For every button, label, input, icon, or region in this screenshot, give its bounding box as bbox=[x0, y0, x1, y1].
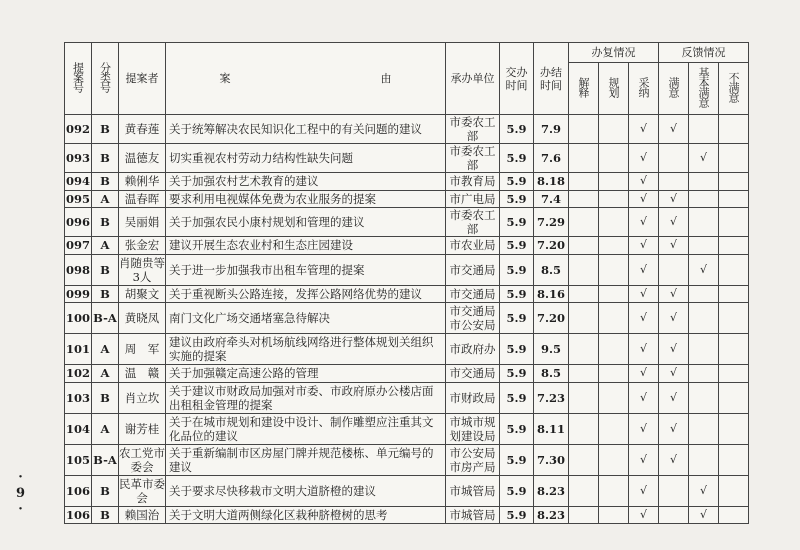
cell-handling-unit: 市城管局 bbox=[446, 475, 500, 506]
cell-reason: 关于重新编制市区房屋门牌并规范楼栋、单元编号的建议 bbox=[166, 444, 446, 475]
cell-proposal-no: 095 bbox=[65, 191, 90, 206]
cell-basic-satisfied bbox=[689, 173, 719, 191]
cell-done-time: 8.11 bbox=[534, 413, 569, 444]
cell-proposal-no: 098 bbox=[65, 254, 92, 285]
cell-done-time: 9.5 bbox=[534, 334, 569, 365]
cell-reason: 关于建议市财政局加强对市委、市政府原办公楼店面出租租金管理的提案 bbox=[166, 382, 446, 413]
cell-handling-unit: 市城市规划建设局 bbox=[446, 413, 500, 444]
cell-unsatisfied bbox=[719, 237, 749, 255]
page-number: ·9· bbox=[13, 470, 28, 518]
cell-basic-satisfied bbox=[689, 115, 719, 144]
cell-satisfied: √ bbox=[659, 285, 689, 303]
cell-reason: 要求利用电视媒体免费为农业服务的提案 bbox=[166, 190, 446, 208]
cell-proposal-no: 101 bbox=[65, 334, 92, 365]
cell-category: B bbox=[92, 173, 119, 191]
cell-handling-unit: 市财政局 bbox=[446, 382, 500, 413]
cell-satisfied: √ bbox=[659, 115, 689, 144]
cell-unsatisfied bbox=[719, 334, 749, 365]
cell-plan bbox=[599, 382, 629, 413]
cell-satisfied bbox=[659, 475, 689, 506]
cell-handling-unit: 市委农工部 bbox=[446, 208, 500, 237]
cell-proposer: 吴丽娟 bbox=[119, 208, 166, 237]
cell-proposer: 谢芳桂 bbox=[119, 413, 166, 444]
cell-basic-satisfied: √ bbox=[689, 475, 719, 506]
cell-plan bbox=[599, 334, 629, 365]
cell-handling-unit: 市农业局 bbox=[446, 237, 500, 255]
cell-adopt: √ bbox=[629, 506, 659, 524]
cell-proposal-no: 102 bbox=[65, 366, 90, 381]
cell-unsatisfied bbox=[719, 413, 749, 444]
cell-unsatisfied bbox=[719, 254, 749, 285]
cell-done-time: 7.6 bbox=[534, 144, 569, 173]
cell-unsatisfied bbox=[719, 365, 749, 383]
cell-explain bbox=[569, 334, 599, 365]
cell-basic-satisfied bbox=[689, 334, 719, 365]
table-row bbox=[65, 115, 749, 144]
cell-assign-time: 5.9 bbox=[500, 365, 534, 383]
cell-adopt: √ bbox=[629, 208, 659, 237]
cell-unsatisfied bbox=[719, 115, 749, 144]
cell-adopt: √ bbox=[629, 382, 659, 413]
cell-satisfied bbox=[659, 173, 689, 191]
cell-plan bbox=[599, 254, 629, 285]
cell-plan bbox=[599, 475, 629, 506]
cell-handling-unit: 市城管局 bbox=[446, 506, 500, 524]
cell-explain bbox=[569, 173, 599, 191]
cell-assign-time: 5.9 bbox=[500, 285, 534, 303]
cell-reason: 关于加强农村艺术教育的建议 bbox=[166, 173, 446, 191]
table-row bbox=[65, 413, 749, 444]
cell-proposal-no: 100 bbox=[65, 303, 92, 334]
cell-satisfied: √ bbox=[659, 237, 689, 255]
cell-explain bbox=[569, 208, 599, 237]
cell-proposal-no: 106 bbox=[65, 507, 90, 522]
cell-proposal-no: 092 bbox=[65, 115, 92, 144]
cell-assign-time: 5.9 bbox=[500, 413, 534, 444]
cell-done-time: 7.9 bbox=[534, 115, 569, 144]
table-row bbox=[65, 237, 749, 255]
header-proposal-no: 提案号 bbox=[65, 43, 92, 115]
cell-explain bbox=[569, 190, 599, 208]
table-row bbox=[65, 475, 749, 506]
cell-done-time: 8.18 bbox=[534, 173, 569, 191]
cell-reason: 建议由政府牵头对机场航线网络进行整体规划关组织实施的提案 bbox=[166, 334, 446, 365]
table-row bbox=[65, 285, 749, 303]
cell-adopt: √ bbox=[629, 334, 659, 365]
cell-adopt: √ bbox=[629, 303, 659, 334]
cell-explain bbox=[569, 382, 599, 413]
cell-unsatisfied bbox=[719, 285, 749, 303]
cell-unsatisfied bbox=[719, 444, 749, 475]
cell-assign-time: 5.9 bbox=[500, 334, 534, 365]
cell-explain bbox=[569, 444, 599, 475]
cell-explain bbox=[569, 237, 599, 255]
cell-adopt: √ bbox=[629, 285, 659, 303]
cell-done-time: 8.5 bbox=[534, 365, 569, 383]
cell-reason: 关于重视断头公路连接，发挥公路网络优势的建议 bbox=[166, 285, 446, 303]
cell-handling-unit: 市交通局 bbox=[446, 365, 500, 383]
cell-adopt: √ bbox=[629, 413, 659, 444]
cell-proposer: 温春晖 bbox=[119, 190, 166, 208]
cell-assign-time: 5.9 bbox=[500, 303, 534, 334]
cell-category: B bbox=[92, 208, 119, 237]
cell-category: A bbox=[92, 190, 119, 208]
cell-assign-time: 5.9 bbox=[500, 173, 534, 191]
header-feedback-group: 反馈情况 bbox=[659, 43, 749, 63]
cell-reason: 关于统筹解决农民知识化工程中的有关问题的建议 bbox=[166, 115, 446, 144]
cell-satisfied bbox=[659, 254, 689, 285]
cell-proposal-no: 094 bbox=[65, 174, 90, 189]
cell-adopt: √ bbox=[629, 237, 659, 255]
cell-handling-unit: 市教育局 bbox=[446, 173, 500, 191]
cell-basic-satisfied bbox=[689, 208, 719, 237]
cell-reason: 南门文化广场交通堵塞急待解决 bbox=[166, 303, 446, 334]
cell-unsatisfied bbox=[719, 382, 749, 413]
cell-plan bbox=[599, 237, 629, 255]
cell-plan bbox=[599, 506, 629, 524]
cell-unsatisfied bbox=[719, 475, 749, 506]
cell-adopt: √ bbox=[629, 173, 659, 191]
header-proposer: 提案者 bbox=[119, 43, 166, 115]
header-assign-time: 交办时间 bbox=[500, 43, 534, 115]
cell-done-time: 8.23 bbox=[534, 475, 569, 506]
cell-category: B bbox=[92, 382, 119, 413]
cell-category: A bbox=[92, 334, 119, 365]
cell-assign-time: 5.9 bbox=[500, 444, 534, 475]
cell-category: B-A bbox=[92, 444, 119, 475]
cell-plan bbox=[599, 303, 629, 334]
cell-category: B-A bbox=[92, 303, 119, 334]
cell-explain bbox=[569, 285, 599, 303]
table-row bbox=[65, 382, 749, 413]
cell-proposer: 赖国治 bbox=[119, 506, 166, 524]
cell-proposer: 农工党市委会 bbox=[119, 445, 165, 474]
cell-reason: 关于进一步加强我市出租车管理的提案 bbox=[166, 254, 446, 285]
cell-proposer: 黄晓凤 bbox=[119, 303, 166, 334]
table-row bbox=[65, 506, 749, 524]
cell-adopt: √ bbox=[629, 115, 659, 144]
cell-plan bbox=[599, 365, 629, 383]
cell-proposer: 民革市委会 bbox=[119, 476, 165, 505]
cell-proposal-no: 097 bbox=[65, 238, 90, 253]
cell-done-time: 7.29 bbox=[534, 208, 569, 237]
cell-proposer: 肖随贵等3人 bbox=[119, 255, 165, 284]
cell-basic-satisfied bbox=[689, 303, 719, 334]
cell-category: B bbox=[92, 144, 119, 173]
cell-assign-time: 5.9 bbox=[500, 208, 534, 237]
cell-handling-unit: 市委农工部 bbox=[446, 144, 500, 173]
cell-unsatisfied bbox=[719, 190, 749, 208]
table-row bbox=[65, 334, 749, 365]
cell-basic-satisfied bbox=[689, 190, 719, 208]
cell-plan bbox=[599, 444, 629, 475]
cell-handling-unit: 市公安局 市房产局 bbox=[446, 444, 500, 475]
cell-proposer: 赖俐华 bbox=[119, 173, 166, 191]
cell-handling-unit: 市广电局 bbox=[446, 190, 500, 208]
cell-adopt: √ bbox=[629, 444, 659, 475]
cell-reason: 建议开展生态农业村和生态庄园建设 bbox=[166, 237, 446, 255]
cell-basic-satisfied: √ bbox=[689, 506, 719, 524]
cell-explain bbox=[569, 475, 599, 506]
cell-done-time: 7.4 bbox=[534, 190, 569, 208]
cell-proposal-no: 106 bbox=[65, 475, 92, 506]
cell-satisfied: √ bbox=[659, 208, 689, 237]
cell-proposer: 胡聚文 bbox=[119, 285, 166, 303]
cell-category: B bbox=[92, 285, 119, 303]
cell-category: B bbox=[92, 254, 119, 285]
table-row bbox=[65, 254, 749, 285]
cell-handling-unit: 市交通局 市公安局 bbox=[446, 303, 500, 334]
cell-proposer: 温 赣 bbox=[119, 365, 166, 383]
cell-satisfied: √ bbox=[659, 365, 689, 383]
cell-proposer: 张金宏 bbox=[119, 237, 166, 255]
cell-satisfied: √ bbox=[659, 413, 689, 444]
cell-unsatisfied bbox=[719, 144, 749, 173]
cell-satisfied: √ bbox=[659, 190, 689, 208]
cell-assign-time: 5.9 bbox=[500, 506, 534, 524]
cell-explain bbox=[569, 506, 599, 524]
cell-explain bbox=[569, 365, 599, 383]
cell-explain bbox=[569, 303, 599, 334]
cell-satisfied bbox=[659, 144, 689, 173]
proposal-table bbox=[64, 42, 749, 524]
cell-basic-satisfied bbox=[689, 413, 719, 444]
table-row bbox=[65, 365, 749, 383]
cell-done-time: 8.5 bbox=[534, 254, 569, 285]
cell-reason: 切实重视农村劳动力结构性缺失问题 bbox=[166, 144, 446, 173]
cell-proposal-no: 096 bbox=[65, 208, 92, 237]
cell-explain bbox=[569, 254, 599, 285]
cell-reason: 关于文明大道两侧绿化区栽种脐橙树的思考 bbox=[166, 506, 446, 524]
cell-unsatisfied bbox=[719, 303, 749, 334]
cell-plan bbox=[599, 115, 629, 144]
cell-explain bbox=[569, 115, 599, 144]
header-adopt: 采纳 bbox=[629, 63, 659, 115]
header-handling-unit: 承办单位 bbox=[446, 43, 500, 115]
header-satisfied: 满意 bbox=[659, 63, 689, 115]
cell-assign-time: 5.9 bbox=[500, 144, 534, 173]
cell-category: B bbox=[92, 475, 119, 506]
cell-done-time: 8.23 bbox=[534, 506, 569, 524]
cell-plan bbox=[599, 173, 629, 191]
cell-unsatisfied bbox=[719, 208, 749, 237]
cell-category: A bbox=[92, 413, 119, 444]
cell-assign-time: 5.9 bbox=[500, 254, 534, 285]
cell-plan bbox=[599, 413, 629, 444]
cell-reason: 关于加强赣定高速公路的管理 bbox=[166, 365, 446, 383]
cell-reason: 关于加强农民小康村规划和管理的建议 bbox=[166, 208, 446, 237]
cell-satisfied: √ bbox=[659, 303, 689, 334]
cell-handling-unit: 市交通局 bbox=[446, 254, 500, 285]
header-unsatisfied: 不满意 bbox=[719, 63, 749, 115]
cell-assign-time: 5.9 bbox=[500, 382, 534, 413]
cell-assign-time: 5.9 bbox=[500, 115, 534, 144]
table-row bbox=[65, 190, 749, 208]
table-row bbox=[65, 208, 749, 237]
header-reply-group: 办复情况 bbox=[569, 43, 659, 63]
header-category: 分类号 bbox=[92, 43, 119, 115]
cell-basic-satisfied: √ bbox=[689, 254, 719, 285]
cell-satisfied bbox=[659, 506, 689, 524]
cell-adopt: √ bbox=[629, 190, 659, 208]
cell-done-time: 7.20 bbox=[534, 303, 569, 334]
cell-category: B bbox=[92, 115, 119, 144]
cell-basic-satisfied bbox=[689, 382, 719, 413]
cell-basic-satisfied: √ bbox=[689, 144, 719, 173]
cell-proposer: 肖立坎 bbox=[119, 382, 166, 413]
cell-unsatisfied bbox=[719, 506, 749, 524]
cell-category: A bbox=[92, 365, 119, 383]
cell-adopt: √ bbox=[629, 144, 659, 173]
cell-basic-satisfied bbox=[689, 444, 719, 475]
cell-explain bbox=[569, 144, 599, 173]
cell-plan bbox=[599, 208, 629, 237]
cell-proposal-no: 093 bbox=[65, 144, 92, 173]
cell-handling-unit: 市政府办 bbox=[446, 334, 500, 365]
cell-reason: 关于要求尽快移栽市文明大道脐橙的建议 bbox=[166, 475, 446, 506]
cell-handling-unit: 市委农工部 bbox=[446, 115, 500, 144]
cell-adopt: √ bbox=[629, 254, 659, 285]
cell-basic-satisfied bbox=[689, 285, 719, 303]
cell-basic-satisfied bbox=[689, 237, 719, 255]
cell-done-time: 7.20 bbox=[534, 237, 569, 255]
cell-unsatisfied bbox=[719, 173, 749, 191]
cell-plan bbox=[599, 285, 629, 303]
table-row bbox=[65, 173, 749, 191]
cell-proposer: 温德友 bbox=[119, 144, 166, 173]
cell-proposal-no: 103 bbox=[65, 382, 92, 413]
table-row bbox=[65, 144, 749, 173]
cell-assign-time: 5.9 bbox=[500, 475, 534, 506]
cell-handling-unit: 市交通局 bbox=[446, 285, 500, 303]
cell-explain bbox=[569, 413, 599, 444]
table-row bbox=[65, 303, 749, 334]
cell-satisfied: √ bbox=[659, 444, 689, 475]
cell-reason: 关于在城市规划和建设中设计、制作雕塑应注重其文化品位的建议 bbox=[166, 413, 446, 444]
cell-category: B bbox=[92, 506, 119, 524]
header-done-time: 办结时间 bbox=[534, 43, 569, 115]
cell-assign-time: 5.9 bbox=[500, 237, 534, 255]
header-case-reason: 案 由 bbox=[166, 43, 446, 115]
cell-category: A bbox=[92, 237, 119, 255]
table-row bbox=[65, 444, 749, 475]
cell-proposer: 黄春莲 bbox=[119, 115, 166, 144]
cell-plan bbox=[599, 190, 629, 208]
proposal-table-container bbox=[64, 42, 749, 524]
cell-proposer: 周 军 bbox=[119, 334, 166, 365]
cell-done-time: 7.23 bbox=[534, 382, 569, 413]
cell-plan bbox=[599, 144, 629, 173]
cell-proposal-no: 104 bbox=[65, 413, 92, 444]
header-plan: 规划 bbox=[599, 63, 629, 115]
cell-adopt: √ bbox=[629, 475, 659, 506]
cell-satisfied: √ bbox=[659, 382, 689, 413]
cell-assign-time: 5.9 bbox=[500, 190, 534, 208]
header-basic-satisfied: 基本满意 bbox=[689, 63, 719, 115]
cell-done-time: 7.30 bbox=[534, 444, 569, 475]
cell-proposal-no: 105 bbox=[65, 444, 92, 475]
cell-done-time: 8.16 bbox=[534, 285, 569, 303]
proposal-rows bbox=[65, 115, 749, 524]
header-explain: 解释 bbox=[569, 63, 599, 115]
cell-adopt: √ bbox=[629, 365, 659, 383]
cell-satisfied: √ bbox=[659, 334, 689, 365]
cell-proposal-no: 099 bbox=[65, 286, 90, 301]
cell-basic-satisfied bbox=[689, 365, 719, 383]
